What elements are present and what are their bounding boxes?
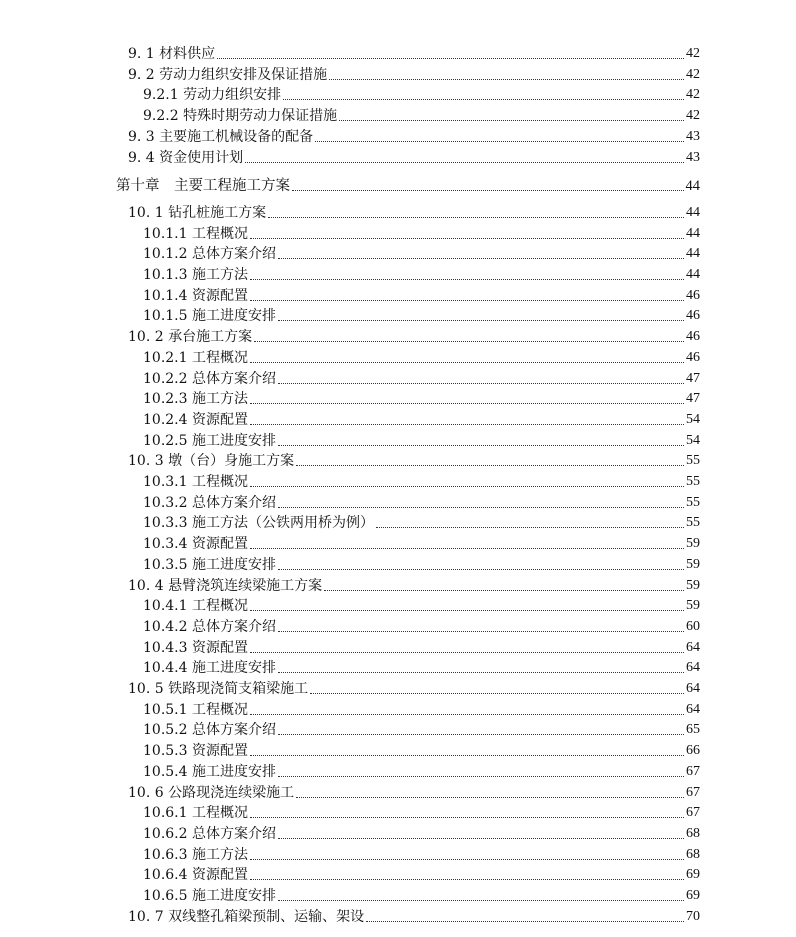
toc-entry[interactable] (143, 865, 700, 885)
toc-entry-title: 10.1.1 工程概况 (143, 225, 248, 242)
toc-page-number: 47 (686, 370, 700, 386)
toc-dot-leader (250, 278, 684, 280)
toc-entry[interactable] (143, 638, 700, 658)
toc-entry-title: 10.3.1 工程概况 (143, 474, 248, 490)
toc-page-number: 70 (686, 908, 700, 924)
toc-dot-leader (278, 899, 684, 901)
toc-entry-title: 10.3.5 施工进度安排 (143, 556, 276, 573)
toc-page-number: 47 (686, 391, 700, 407)
toc-dot-leader (250, 609, 684, 611)
toc-dot-leader (329, 78, 684, 80)
toc-entry[interactable] (143, 762, 700, 782)
toc-entry[interactable] (143, 389, 700, 409)
toc-page-number: 68 (686, 825, 700, 841)
toc-entry[interactable] (143, 886, 700, 906)
toc-dot-leader (250, 402, 684, 404)
toc-page-number: 69 (686, 867, 700, 883)
toc-entry[interactable] (143, 596, 700, 616)
toc-dot-leader (310, 692, 684, 694)
toc-entry[interactable] (128, 576, 700, 596)
toc-entry-title: 9. 3 主要施工机械设备的配备 (128, 128, 314, 145)
toc-dot-leader (278, 837, 684, 839)
toc-dot-leader (278, 733, 684, 735)
toc-entry[interactable] (143, 85, 700, 105)
toc-dot-leader (250, 858, 684, 860)
toc-dot-leader (278, 775, 684, 777)
toc-entry-title: 10. 5 铁路现浇简支箱梁施工 (128, 681, 309, 697)
toc-entry-title: 10.1.4 资源配置 (143, 287, 248, 304)
toc-dot-leader (217, 57, 684, 59)
toc-dot-leader (268, 216, 684, 218)
toc-entry-title: 10.1.2 总体方案介绍 (143, 246, 276, 263)
toc-page-number: 43 (686, 128, 700, 144)
toc-page-number: 44 (686, 246, 700, 262)
toc-entry[interactable] (128, 44, 700, 64)
toc-page-number: 66 (686, 743, 700, 759)
toc-page-number: 67 (686, 784, 700, 800)
toc-entry[interactable] (143, 244, 700, 264)
toc-dot-leader (315, 140, 684, 142)
toc-page-number: 69 (686, 888, 700, 903)
toc-page-number: 46 (686, 329, 700, 345)
toc-page-number: 44 (686, 267, 700, 282)
toc-entry-title: 10.6.5 施工进度安排 (143, 888, 276, 904)
toc-entry[interactable] (143, 803, 700, 823)
toc-entry[interactable] (143, 431, 700, 451)
toc-entry[interactable] (128, 783, 700, 803)
toc-page-number: 55 (686, 494, 700, 510)
toc-page-number: 60 (686, 618, 700, 634)
toc-entry[interactable] (143, 513, 700, 533)
toc-entry-title: 10. 7 双线整孔箱梁预制、运输、架设 (128, 908, 365, 925)
toc-page-number: 64 (686, 681, 700, 696)
toc-dot-leader (296, 464, 684, 466)
toc-entry-title: 10.6.3 施工方法 (143, 846, 248, 863)
toc-entry[interactable] (143, 348, 700, 368)
toc-entry-title: 10.3.2 总体方案介绍 (143, 494, 276, 511)
toc-entry-title: 10.3.4 资源配置 (143, 536, 248, 553)
toc-entry-title: 10.2.5 施工进度安排 (143, 432, 276, 449)
toc-page-number: 42 (686, 108, 700, 124)
toc-dot-leader (250, 754, 684, 756)
toc-dot-leader (250, 547, 684, 549)
toc-entry[interactable] (143, 106, 700, 126)
toc-dot-leader (250, 878, 684, 880)
toc-page-number: 43 (686, 149, 700, 165)
toc-entry[interactable] (143, 369, 700, 389)
toc-entry-title: 10. 6 公路现浇连续梁施工 (128, 784, 295, 801)
toc-page-number: 64 (686, 701, 700, 717)
toc-dot-leader (278, 671, 684, 673)
toc-dot-leader (292, 189, 684, 191)
toc-entry[interactable] (143, 617, 700, 637)
toc-entry-title: 10.1.3 施工方法 (143, 267, 248, 283)
toc-page-number: 67 (686, 763, 700, 779)
toc-entry-title: 9.2.2 特殊时期劳动力保证措施 (143, 108, 338, 125)
toc-entry-title: 10.5.2 总体方案介绍 (143, 722, 276, 739)
toc-dot-leader (250, 485, 684, 487)
toc-page-number: 44 (686, 225, 700, 241)
toc-entry[interactable] (116, 176, 700, 196)
toc-entry-title: 10.2.2 总体方案介绍 (143, 370, 276, 387)
toc-entry[interactable] (128, 451, 700, 471)
toc-entry-title: 10.3.3 施工方法（公铁两用桥为例） (143, 515, 374, 532)
toc-entry-title: 10.6.1 工程概况 (143, 805, 248, 822)
toc-entry-title: 9.2.1 劳动力组织安排 (143, 87, 282, 104)
toc-entry-title: 10.5.4 施工进度安排 (143, 763, 276, 780)
toc-entry-title: 10.5.1 工程概况 (143, 701, 248, 718)
toc-entry[interactable] (128, 327, 700, 347)
toc-dot-leader (250, 651, 684, 653)
toc-entry[interactable] (128, 65, 700, 85)
toc-dot-leader (278, 630, 684, 632)
toc-page-number: 59 (686, 536, 700, 552)
toc-entry-title: 10.5.3 资源配置 (143, 743, 248, 760)
toc-dot-leader (278, 568, 684, 570)
toc-entry-title: 9. 4 资金使用计划 (128, 149, 244, 166)
toc-entry[interactable] (143, 410, 700, 430)
toc-entry[interactable] (128, 203, 700, 223)
toc-entry-title: 10. 2 承台施工方案 (128, 329, 253, 346)
toc-entry-title: 10.4.2 总体方案介绍 (143, 618, 276, 635)
toc-entry[interactable] (143, 741, 700, 761)
toc-entry-title: 10.2.3 施工方法 (143, 391, 248, 408)
toc-entry-title: 10.4.1 工程概况 (143, 598, 248, 615)
toc-page-number: 55 (686, 453, 700, 469)
toc-dot-leader (324, 589, 684, 591)
toc-dot-leader (250, 423, 684, 425)
toc-entry[interactable] (128, 127, 700, 147)
toc-dot-leader (250, 713, 684, 715)
toc-page-number: 44 (686, 204, 700, 220)
toc-entry-title: 10.4.3 资源配置 (143, 639, 248, 656)
toc-entry-title: 10. 1 钻孔桩施工方案 (128, 204, 267, 221)
toc-dot-leader (296, 796, 684, 798)
toc-page-number: 46 (686, 308, 700, 324)
toc-entry[interactable] (143, 472, 700, 492)
toc-page-number: 55 (686, 515, 700, 531)
toc-entry[interactable] (128, 679, 700, 699)
toc-entry[interactable] (143, 555, 700, 575)
toc-entry[interactable] (143, 265, 700, 285)
toc-dot-leader (278, 382, 684, 384)
toc-dot-leader (278, 257, 684, 259)
toc-page-number: 42 (686, 66, 700, 82)
toc-dot-leader (278, 444, 684, 446)
toc-dot-leader (250, 816, 684, 818)
toc-page-number: 46 (686, 287, 700, 303)
toc-entry-title: 10. 4 悬臂浇筑连续梁施工方案 (128, 577, 323, 594)
toc-entry[interactable] (143, 493, 700, 513)
toc-entry-title: 10.2.1 工程概况 (143, 349, 248, 366)
toc-entry-title: 10.1.5 施工进度安排 (143, 308, 276, 325)
toc-entry[interactable] (128, 148, 700, 168)
toc-page-number: 59 (686, 556, 700, 572)
toc-entry[interactable] (143, 824, 700, 844)
toc-dot-leader (254, 340, 684, 342)
toc-entry-title: 10.6.4 资源配置 (143, 867, 248, 884)
toc-page-number: 46 (686, 349, 700, 365)
toc-dot-leader (250, 361, 684, 363)
toc-dot-leader (278, 506, 684, 508)
toc-entry-title: 10.6.2 总体方案介绍 (143, 825, 276, 842)
toc-dot-leader (283, 98, 684, 100)
toc-page-number: 68 (686, 846, 700, 862)
toc-page-number: 55 (686, 474, 700, 489)
toc-page-number: 42 (686, 87, 700, 103)
toc-page-number: 59 (686, 598, 700, 614)
toc-entry[interactable] (143, 306, 700, 326)
toc-dot-leader (376, 526, 684, 528)
toc-entry-title: 10.2.4 资源配置 (143, 411, 248, 428)
toc-page-number: 54 (686, 432, 700, 448)
toc-dot-leader (278, 319, 684, 321)
toc-entry-title: 10. 3 墩（台）身施工方案 (128, 453, 295, 470)
toc-entry-title: 10.4.4 施工进度安排 (143, 660, 276, 677)
toc-dot-leader (366, 920, 684, 922)
toc-dot-leader (250, 237, 684, 239)
toc-dot-leader (339, 119, 684, 121)
toc-entry-title: 9. 2 劳动力组织安排及保证措施 (128, 66, 328, 83)
toc-entry[interactable] (128, 907, 700, 927)
toc-dot-leader (250, 299, 684, 301)
toc-page-number: 65 (686, 722, 700, 738)
toc-page-number: 64 (686, 660, 700, 676)
toc-page-number: 54 (686, 411, 700, 427)
toc-entry[interactable] (143, 720, 700, 740)
toc-page-number: 67 (686, 805, 700, 821)
toc-page-number: 59 (686, 577, 700, 593)
toc-page-number: 64 (686, 639, 700, 655)
toc-entry[interactable] (143, 700, 700, 720)
toc-entry[interactable] (143, 845, 700, 865)
toc-entry-title: 9. 1 材料供应 (128, 46, 216, 62)
toc-entry[interactable] (143, 534, 700, 554)
toc-dot-leader (245, 161, 684, 163)
toc-page-number: 44 (685, 178, 700, 195)
toc-entry[interactable] (143, 224, 700, 244)
toc-entry-title: 第十章 主要工程施工方案 (116, 178, 290, 195)
toc-page-number: 42 (686, 46, 700, 61)
toc-entry[interactable] (143, 658, 700, 678)
toc-entry[interactable] (143, 286, 700, 306)
